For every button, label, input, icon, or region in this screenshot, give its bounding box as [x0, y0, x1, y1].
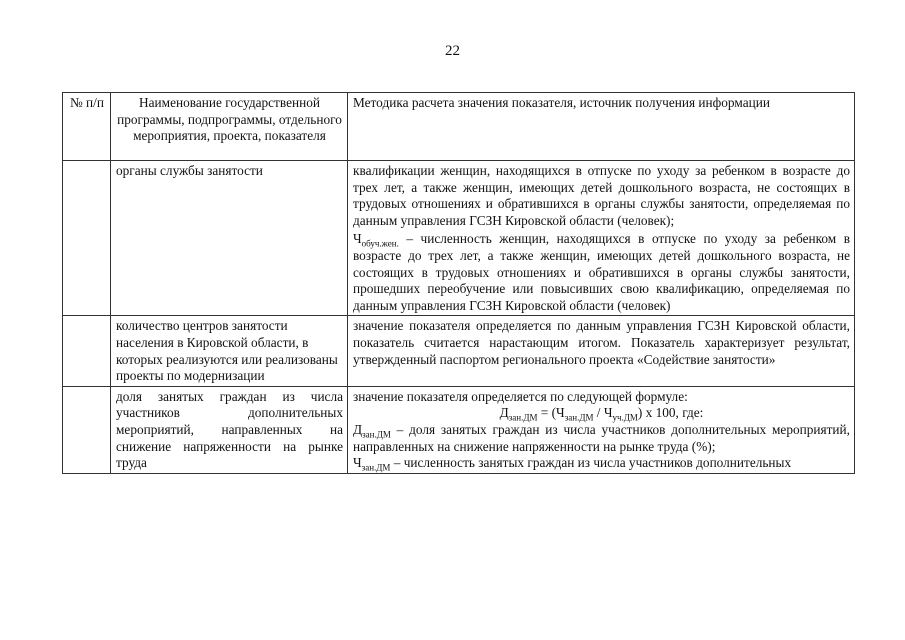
- var-symbol: Ч: [353, 231, 362, 247]
- formula-symbol: Ч: [603, 405, 613, 421]
- method-definition: [353, 422, 850, 455]
- row-method: [348, 161, 855, 316]
- var-symbol: Д: [353, 421, 363, 437]
- table-row: [63, 161, 855, 316]
- row-name: органы службы занятости: [111, 161, 348, 316]
- formula-operator: /: [593, 405, 604, 421]
- header-name: Наименование государственной программы, подпрограммы, отдельного мероприятия, проекта, показателя: [111, 93, 348, 161]
- row-method: [348, 316, 855, 386]
- formula-subscript: зан.ДМ: [564, 412, 594, 423]
- row-name: доля занятых граждан из числа участников дополнительных мероприятий, направленных на снижение напряженности на рынке труда: [111, 386, 348, 473]
- method-text: квалификации женщин, находящихся в отпуске по уходу за ребенком в возрасте до трех лет, а также женщин, имеющих детей дошкольного возраста, не состоящих в трудовых отношениях и обратившихся в органы службы занятости, определяемая по данным управления ГСЗН Кировской области (человек);: [353, 163, 850, 228]
- definition-text: – численность женщин, находящихся в отпуске по уходу за ребенком в возрасте до трех лет, а также женщин, имеющих детей дошкольного возраста, не состоящих в трудовых отношениях и обратившихся в органы службы занятости, прошедших переобучение или повысивших свою квалификацию, определяемая по данным управления ГСЗН Кировской области (человек): [353, 231, 850, 313]
- formula-symbol: Д: [499, 405, 509, 421]
- formula: [353, 405, 850, 422]
- indicator-table: [62, 92, 855, 474]
- header-method: Методика расчета значения показателя, источник получения информации: [348, 93, 855, 161]
- row-name: количество центров занятости населения в Кировской области, в которых реализуются или реализованы проекты по модернизации: [111, 316, 348, 386]
- var-subscript: обуч.жен.: [361, 239, 399, 250]
- formula-symbol: Ч: [556, 405, 565, 421]
- row-num: [63, 161, 111, 316]
- formula-operator: = (: [537, 405, 557, 421]
- formula-subscript: зан.ДМ: [508, 412, 538, 423]
- table-row: [63, 386, 855, 473]
- table-header-row: [63, 93, 855, 161]
- method-text: значение показателя определяется по следующей формуле:: [353, 388, 688, 404]
- formula-operator: ) х 100, где:: [637, 405, 704, 421]
- method-definition: [353, 231, 850, 314]
- var-symbol: Ч: [353, 455, 362, 471]
- row-num: [63, 386, 111, 473]
- row-num: [63, 316, 111, 386]
- method-text: значение показателя определяется по данным управления ГСЗН Кировской области, показатель считается нарастающим итогом. Показатель характеризует результат, утвержденный паспортом регионального проекта «Содействие занятости»: [353, 318, 850, 367]
- row-method: [348, 386, 855, 473]
- table-row: [63, 316, 855, 386]
- definition-text: – доля занятых граждан из числа участников дополнительных мероприятий, направленных на снижение напряженности на рынке труда (%);: [353, 421, 850, 454]
- definition-text: – численность занятых граждан из числа участников дополнительных: [390, 455, 792, 471]
- var-subscript: зан.ДМ: [362, 429, 391, 440]
- header-num: № п/п: [63, 93, 111, 161]
- var-subscript: зан.ДМ: [361, 462, 391, 473]
- method-definition: [353, 455, 850, 472]
- formula-subscript: уч.ДМ: [612, 412, 638, 423]
- page-number: 22: [445, 43, 460, 59]
